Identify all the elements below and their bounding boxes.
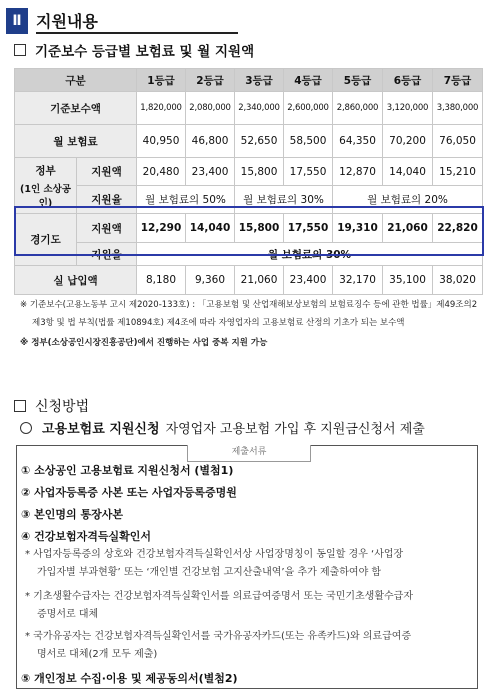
table-cell: 월 보험료의 20% [333,186,483,214]
section-number: Ⅱ [6,8,28,34]
table-cell: 2,860,000 [333,92,383,125]
doc-item-2: ② 사업자등록증 사본 또는 사업자등록증명원 [21,486,237,499]
table-cell: 1,820,000 [137,92,186,125]
doc-item-3: ③ 본인명의 통장사본 [21,508,123,521]
footnote-line1: ※ 기준보수(고용노동부 고시 제2020-133호) : 「고용보험 및 산업재해보상보험의 보험료징수 등에 관한 법률」제49조의2 [20,300,478,310]
table-cell: 15,210 [433,158,483,186]
gov-label-line1: 정부 [35,164,56,177]
footnote-line2: 제3항 및 법 부칙(법률 제10894호) 제4조에 따라 자영업자의 고용보험료 산정의 기초가 되는 보수액 [32,318,405,328]
doc-note-1-line1: * 사업자등록증의 상호와 건강보험자격득실확인서상 사업장명칭이 동일할 경우 ‘사업장 [25,549,404,560]
apply-text: 자영업자 고용보험 가입 후 지원금신청서 제출 [165,422,425,437]
premium-table [14,68,483,295]
header-cell: 7등급 [433,69,483,92]
doc-note-3 [25,628,465,664]
doc-note-1 [25,546,465,582]
row-label: 실 납입액 [15,266,137,295]
table-cell: 2,600,000 [284,92,333,125]
table-row-gyeonggi-amount [15,214,483,243]
table-cell: 월 보험료의 30% [137,243,483,266]
table-cell: 2,340,000 [235,92,284,125]
table-cell: 38,020 [433,266,483,295]
section-header [6,8,238,34]
subheading-premium-text: 기준보수 등급별 보험료 및 월 지원액 [35,44,255,60]
header-cell: 1등급 [137,69,186,92]
table-cell: 12,290 [137,214,186,243]
row-label: 기준보수액 [15,92,137,125]
checkbox-icon [14,44,26,56]
doc-item-4: ④ 건강보험자격득실확인서 [21,530,152,543]
table-cell: 22,820 [433,214,483,243]
row-sublabel: 지원액 [77,214,137,243]
footnote-line3: ※ 정부(소상공인시장진흥공단)에서 진행하는 사업 중복 지원 가능 [20,338,268,348]
apply-description [20,418,425,437]
table-cell: 40,950 [137,125,186,158]
table-cell: 35,100 [383,266,433,295]
table-row-monthly-premium [15,125,483,158]
doc-note-3-line2: 명서로 대체(2개 모두 제출) [37,649,158,660]
table-cell: 46,800 [186,125,235,158]
section-title: 지원내용 [36,8,238,34]
table-cell: 8,180 [137,266,186,295]
table-cell: 15,800 [235,158,284,186]
header-cell: 4등급 [284,69,333,92]
table-cell: 14,040 [186,214,235,243]
header-cell: 구분 [15,69,137,92]
doc-item-1: ① 소상공인 고용보험료 지원신청서 (별첨1) [21,464,234,477]
header-cell: 2등급 [186,69,235,92]
table-row-base-pay [15,92,483,125]
doc-note-2-line1: * 기초생활수급자는 건강보험자격득실확인서를 의료급여증명서 또는 국민기초생활수급자 [25,591,413,602]
row-label-gov [15,158,77,214]
checkbox-icon [14,400,26,412]
circle-bullet-icon [20,422,32,434]
table-row-actual-pay [15,266,483,295]
table-cell: 23,400 [284,266,333,295]
table-cell: 19,310 [333,214,383,243]
table-cell: 3,380,000 [433,92,483,125]
table-cell: 70,200 [383,125,433,158]
subheading-apply-text: 신청방법 [35,399,90,415]
header-cell: 3등급 [235,69,284,92]
table-cell: 17,550 [284,158,333,186]
row-label-gyeonggi: 경기도 [15,214,77,266]
subheading-apply [14,396,89,416]
row-label: 월 보험료 [15,125,137,158]
table-cell: 20,480 [137,158,186,186]
table-cell: 14,040 [383,158,433,186]
table-cell: 월 보험료의 30% [235,186,333,214]
table-cell: 21,060 [235,266,284,295]
table-cell: 3,120,000 [383,92,433,125]
table-header-row [15,69,483,92]
table-cell: 52,650 [235,125,284,158]
doc-note-2 [25,588,465,624]
table-cell: 15,800 [235,214,284,243]
doc-note-2-line2: 증명서로 대체 [37,609,99,620]
header-cell: 5등급 [333,69,383,92]
table-row-gov-rate [15,186,483,214]
subheading-premium [14,40,254,60]
table-cell: 64,350 [333,125,383,158]
doc-item-5: ⑤ 개인정보 수집·이용 및 제공동의서(별첨2) [21,672,238,685]
apply-bold-text: 고용보험료 지원신청 [42,422,160,437]
table-row-gov-amount [15,158,483,186]
table-cell: 23,400 [186,158,235,186]
table-cell: 2,080,000 [186,92,235,125]
table-cell: 9,360 [186,266,235,295]
doc-note-1-line2: 가입자별 부과현황’ 또는 ‘개인별 건강보험 고지산출내역’을 추가 제출하여야 함 [37,567,382,578]
table-cell: 76,050 [433,125,483,158]
docs-caption: 제출서류 [187,445,311,462]
row-sublabel: 지원액 [77,158,137,186]
table-cell: 17,550 [284,214,333,243]
table-cell: 21,060 [383,214,433,243]
table-cell: 32,170 [333,266,383,295]
gov-label-line2: (1인 소상공인) [20,183,71,209]
doc-note-3-line1: * 국가유공자는 건강보험자격득실확인서를 국가유공자카드(또는 유족카드)와 의료급여증 [25,631,412,642]
header-cell: 6등급 [383,69,433,92]
table-cell: 월 보험료의 50% [137,186,235,214]
table-cell: 58,500 [284,125,333,158]
row-sublabel: 지원율 [77,186,137,214]
table-row-gyeonggi-rate [15,243,483,266]
table-cell: 12,870 [333,158,383,186]
required-documents-box [16,445,478,689]
row-sublabel: 지원율 [77,243,137,266]
